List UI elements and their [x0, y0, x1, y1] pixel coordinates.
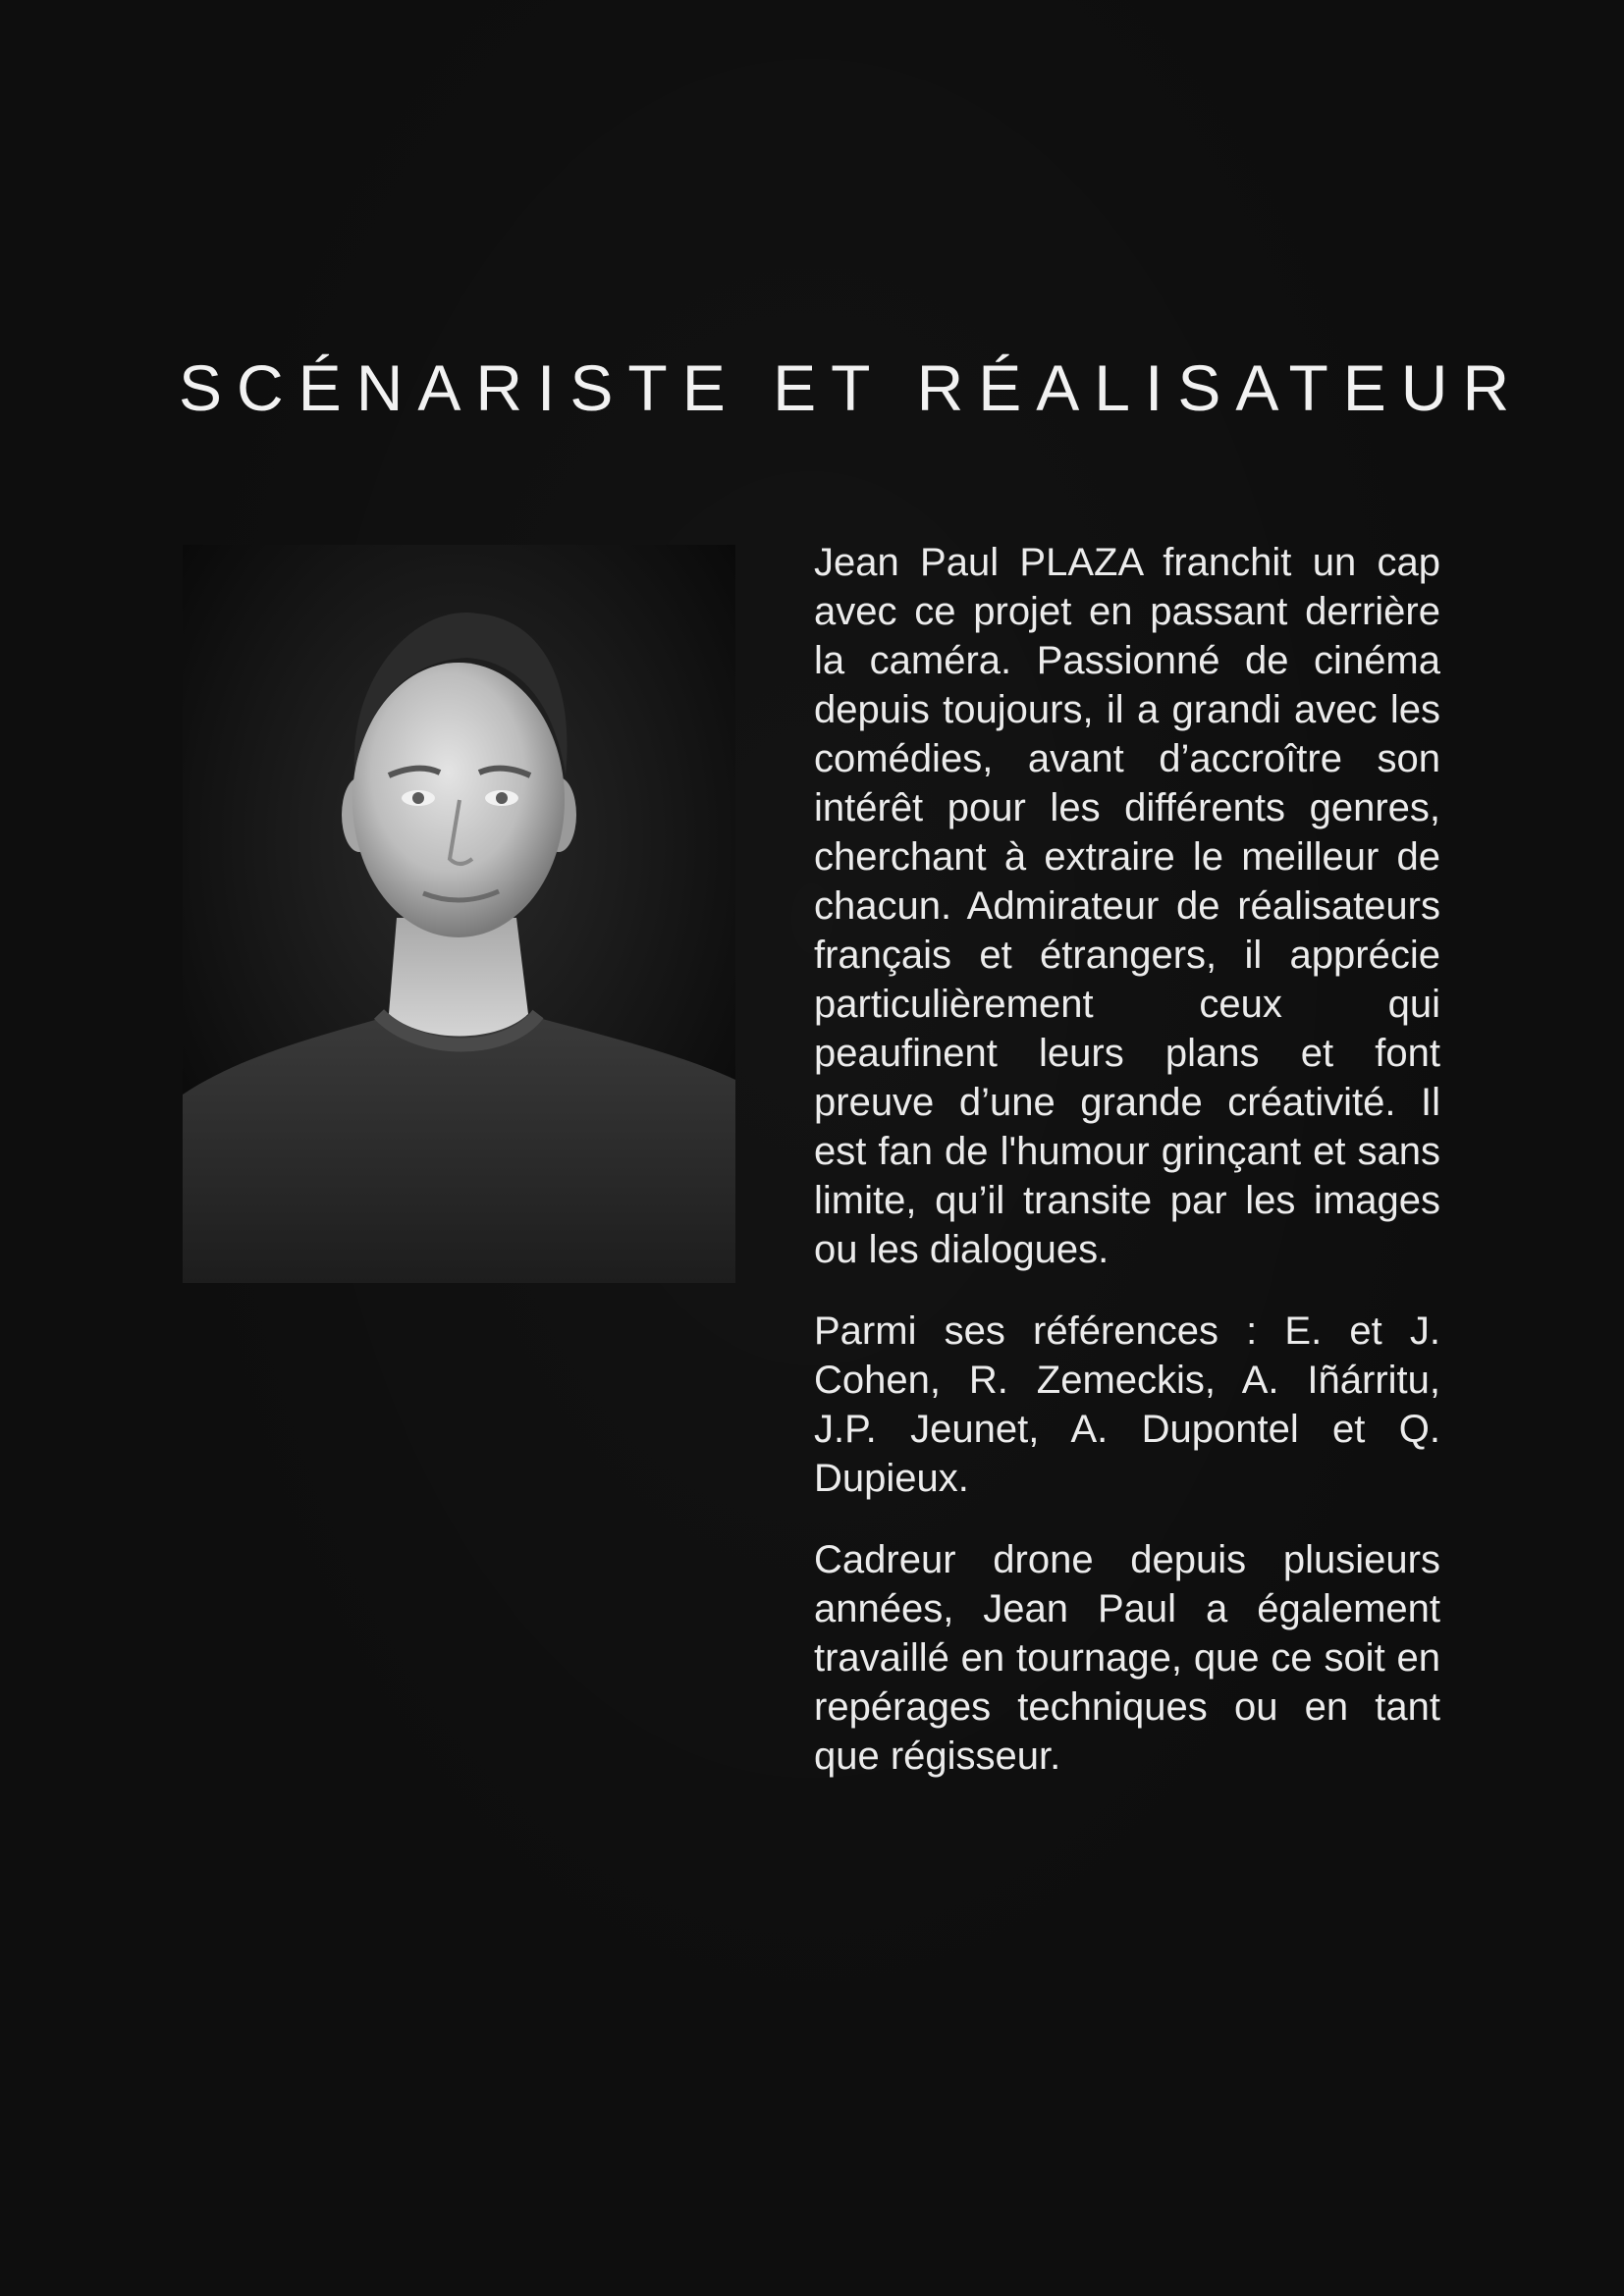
portrait-photo [183, 545, 735, 1283]
bio-text [814, 538, 1440, 1813]
bio-paragraph: Jean Paul PLAZA franchit un cap avec ce projet en passant derrière la caméra. Passionné de cinéma depuis toujours, il a grandi avec les comédies, avant d’accroître son intérêt pour les différents genres, cherchant à extraire le meilleur de chacun. Admirateur de réalisateurs français et étrangers, il apprécie particulièrement ceux qui peaufinent leurs plans et font preuve d’une grande créativité. Il est fan de l'humour grinçant et sans limite, qu’il transite par les images ou les dialogues. [814, 541, 1440, 1271]
person-photo-icon [183, 545, 735, 1283]
page-title: SCÉNARISTE ET RÉALISATEUR [179, 351, 1525, 425]
bio-paragraph: Cadreur drone depuis plusieurs années, Jean Paul a également travaillé en tournage, que ce soit en repérages techniques ou en tant que régisseur. [814, 1538, 1440, 1778]
bio-paragraph: Parmi ses références : E. et J. Cohen, R. Zemeckis, A. Iñárritu, J.P. Jeunet, A. Dupontel et Q. Dupieux. [814, 1309, 1440, 1500]
